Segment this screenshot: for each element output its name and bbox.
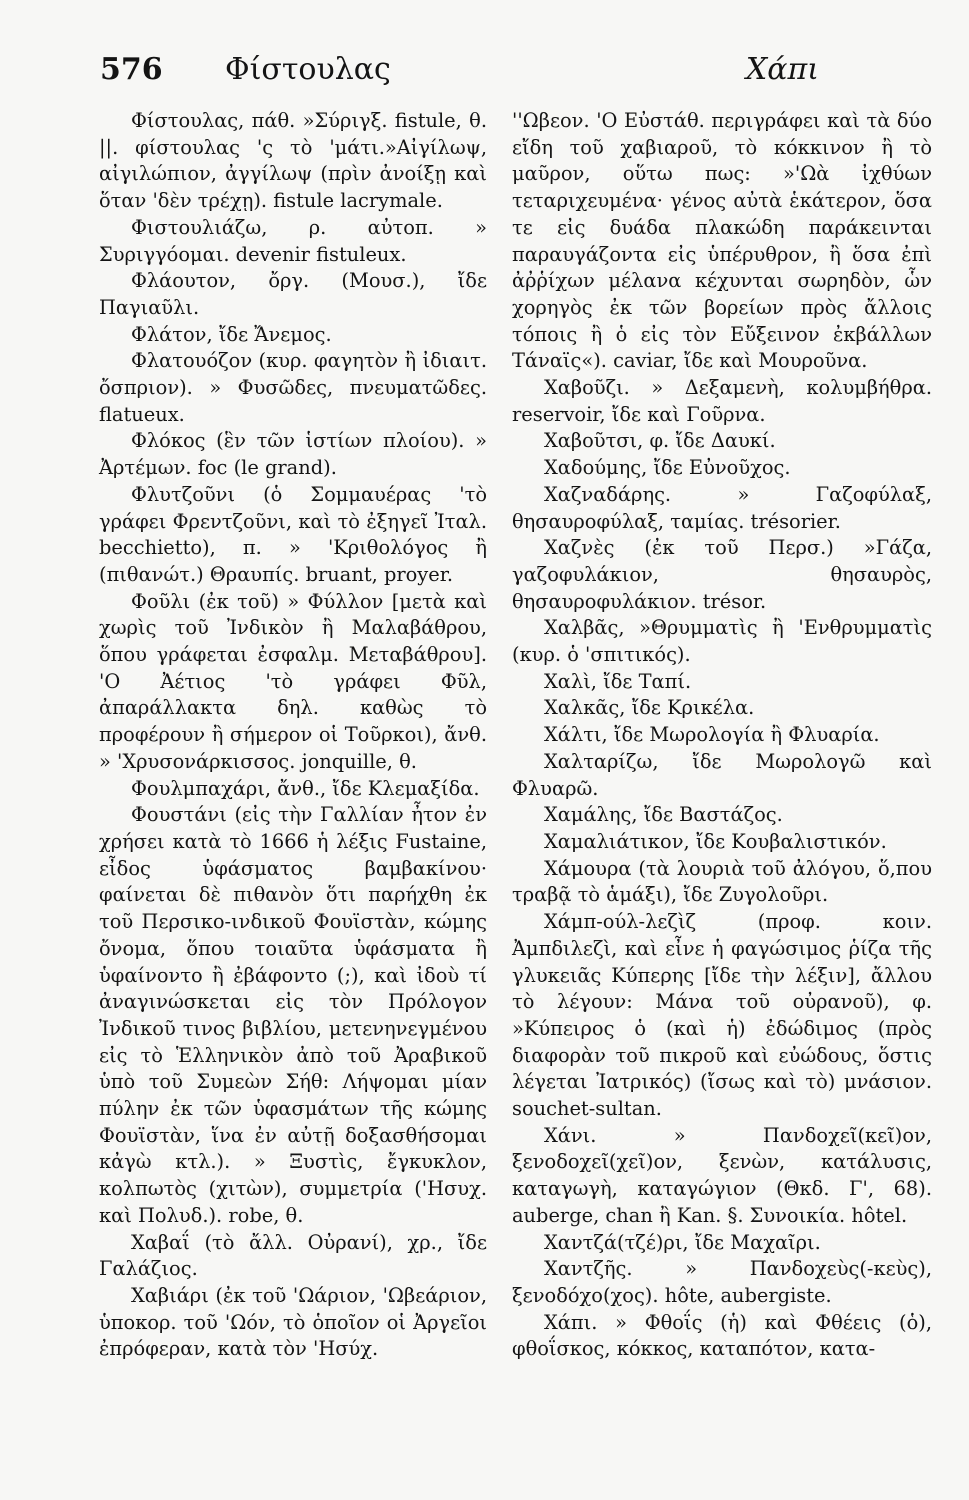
header-guide-word-left: Φίστουλας <box>225 52 391 87</box>
dictionary-entry: Φλάτον, ἴδε Ἄνεμος. <box>131 322 332 346</box>
dictionary-entry-continued: ''Ωβεον. 'Ο Εὐστάθ. περιγράφει καὶ τὰ δύο εἴδη τοῦ χαβιαροῦ, τὸ κόκκινον ἢ τὸ μαῦρον, οὕτω πως: »'Ωὰ ἰχθύων τεταριχευμένα· γένος αὐτὰ ἑκάτερον, ὅσα τε εἰς δυάδα πλακώδη παράκεινται παραυγάζοντα εἰς ὑπέρυθρον, ἢ ὅσα ἐπὶ ἀῤῥίχων μέλανα κέχυνται σωρηδὸν, ὧν χορηγὸς ἐκ τῶν βορείων πρὸς ἄλλοις τόποις ἢ ὁ εἰς τὸν Εὔξεινον ἐκβάλλων Τάναϊς«). caviar, ἴδε καὶ Μουροῦνα. <box>512 109 932 373</box>
dictionary-entry: Χαβαΐ (τὸ ἄλλ. Οὐρανί), χρ., ἴδε Γαλάζιος. <box>99 1230 487 1281</box>
dictionary-entry: Χαζνὲς (ἐκ τοῦ Περσ.) »Γάζα, γαζοφυλάκιον, θησαυρὸς, θησαυροφυλάκιον. trésor. <box>512 536 932 613</box>
dictionary-entry: Φλάουτον, ὄργ. (Μουσ.), ἴδε Παγιαῦλι. <box>99 269 487 319</box>
dictionary-entry: Χαδούμης, ἴδε Εὐνοῦχος. <box>544 456 791 480</box>
dictionary-entry: Χαζναδάρης. » Γαζοφύλαξ, θησαυροφύλαξ, ταμίας. trésorier. <box>512 482 932 533</box>
dictionary-entry: Φλόκος (ἓν τῶν ἱστίων πλοίου). » Ἀρτέμων. foc (le grand). <box>99 429 487 480</box>
dictionary-entry: Φοῦλι (ἐκ τοῦ) » Φύλλον [μετὰ καὶ χωρὶς τοῦ Ἰνδικὸν ἢ Μαλαβάθρου, ὅπου γράφεται ἐσφαλμ. Μεταβάθρου]. 'Ο Ἀέτιος 'τὸ γράφει Φῦλ, ἀπαράλλακτα δηλ. καθὼς τὸ προφέρουν ἢ σήμερον οἱ Τοῦρκοι), ἄνθ. » 'Χρυσονάρκισσος. jonquille, θ. <box>99 589 487 773</box>
dictionary-entry: Φλυτζοῦνι (ὁ Σομμαυέρας 'τὸ γράφει Φρεντζοῦνι, καὶ τὸ ἐξηγεῖ Ἰταλ. becchietto), π. » 'Κριθολόγος ἢ (πιθανώτ.) Θραυπίς. bruant, proyer. <box>99 482 487 586</box>
dictionary-entry: Χαμάλης, ἴδε Βαστάζος. <box>544 803 783 827</box>
right-column <box>512 108 932 1363</box>
dictionary-entry: Χαμαλιάτικον, ἴδε Κουβαλιστικόν. <box>544 829 887 853</box>
header-guide-word-right: Χάπι <box>745 52 819 87</box>
dictionary-entry: Χάπι. » Φθοΐς (ἡ) καὶ Φθέεις (ὁ), φθοΐσκος, κόκκος, καταπότον, κατα- <box>512 1310 932 1361</box>
dictionary-entry: Χάνι. » Πανδοχεῖ(κεῖ)ον, ξενοδοχεῖ(χεῖ)ον, ξενὼν, κατάλυσις, καταγωγὴ, καταγώγιον (Θκδ. Γ', 68). auberge, chan ἢ Kan. §. Συνοικία. hôtel. <box>512 1123 932 1227</box>
page-header <box>100 52 929 100</box>
dictionary-entry: Χαλκᾶς, ἴδε Κρικέλα. <box>544 696 755 720</box>
dictionary-entry: Φλατουόζον (κυρ. φαγητὸν ἢ ἰδιαιτ. ὄσπριον). » Φυσῶδες, πνευματῶδες. flatueux. <box>99 349 487 426</box>
dictionary-entry: Χαβοῦζι. » Δεξαμενὴ, κολυμβήθρα. reservoir, ἴδε καὶ Γοῦρνα. <box>512 376 932 426</box>
dictionary-entry: Χαβοῦτσι, φ. ἴδε Δαυκί. <box>544 429 776 453</box>
page-number: 576 <box>100 52 163 87</box>
dictionary-entry: Φουλμπαχάρι, ἄνθ., ἴδε Κλεμαξίδα. <box>131 776 480 800</box>
dictionary-entry: Χαβιάρι (ἐκ τοῦ 'Ωάριον, 'Ωβεάριον, ὑποκορ. τοῦ 'Ωόν, τὸ ὁποῖον οἱ Ἀργεῖοι ἐπρόφεραν, κατὰ τὸν 'Ησύχ. <box>99 1283 487 1361</box>
dictionary-entry: Φίστουλας, πάθ. »Σύριγξ. fistule, θ. ||. φίστουλας 'ς τὸ 'μάτι.»Αἰγίλωψ, αἰγιλώπιον, ἀγγίλωψ (πρὶν ἀνοίξῃ καὶ ὅταν 'δὲν τρέχῃ). fistule lacrymale. <box>99 109 487 213</box>
left-column <box>99 108 487 1363</box>
dictionary-entry: Φουστάνι (εἰς τὴν Γαλλίαν ἦτον ἐν χρήσει κατὰ τὸ 1666 ἡ λέξις Fustaine, εἶδος ὑφάσματος βαμβακίνου· φαίνεται δὲ πιθανὸν ὅτι παρήχθη ἐκ τοῦ Περσικο-ινδικοῦ Φουϊστὰν, κώμης ὄνομα, ὅπου τοιαῦτα ὑφάσματα ἢ ὑφαίνοντο ἢ ἐβάφοντο (;), καὶ ἰδοὺ τί ἀναγινώσκεται εἰς τὸν Πρόλογον Ἰνδικοῦ τινος βιβλίου, μετενηνεγμένου εἰς τὸ Ἑλληνικὸν ἀπὸ τοῦ Ἀραβικοῦ ὑπὸ τοῦ Συμεὼν Σήθ: Λήψομαι μίαν πύλην ἐκ τῶν ὑφασμάτων τῆς κώμης Φουϊστὰν, ἵνα ἐν αὐτῇ δοξασθήσομαι κἀγὼ κτλ.). » Ξυστὶς, ἔγκυκλον, κολπωτὸς (χιτὼν), συμμετρία ('Ησυχ. καὶ Πολυδ.). robe, θ. <box>99 803 487 1227</box>
dictionary-entry: Χαντζά(τζέ)ρι, ἴδε Μαχαῖρι. <box>544 1230 821 1254</box>
dictionary-entry: Χάμπ-ούλ-λεζὶζ (προφ. κοιν. Ἀμπδιλεζὶ, καὶ εἶνε ἡ φαγώσιμος ῥίζα τῆς γλυκειᾶς Κύπερης [ἴδε τὴν λέξιν], ἄλλου τὸ λέγουν: Μάνα τοῦ οὐρανοῦ), φ. »Κύπειρος ὁ (καὶ ἡ) ἐδώδιμος (πρὸς διαφορὰν τοῦ πικροῦ καὶ εὐώδους, ὅστις λέγεται Ἰατρικός) (ἴσως καὶ τὸ) μνάσιον. souchet-sultan. <box>512 910 932 1121</box>
dictionary-entry: Χάμουρα (τὰ λουριὰ τοῦ ἀλόγου, ὅ,που τραβᾷ τὸ ἁμάξι), ἴδε Ζυγολοῦρι. <box>512 856 932 907</box>
dictionary-entry: Χαντζῆς. » Πανδοχεὺς(-κεὺς), ξενοδόχο(χος). hôte, aubergiste. <box>512 1257 932 1307</box>
dictionary-entry: Χαλὶ, ἴδε Ταπί. <box>544 669 692 693</box>
dictionary-entry: Χάλτι, ἴδε Μωρολογία ἢ Φλυαρία. <box>544 723 880 747</box>
dictionary-entry: Χαλβᾶς, »Θρυμματὶς ἢ 'Ενθρυμματὶς (κυρ. ὁ 'σπιτικός). <box>512 616 932 667</box>
dictionary-entry: Φιστουλιάζω, ρ. αὐτοπ. » Συριγγόομαι. devenir fistuleux. <box>99 215 487 266</box>
dictionary-entry: Χαλταρίζω, ἴδε Μωρολογῶ καὶ Φλυαρῶ. <box>512 749 932 800</box>
